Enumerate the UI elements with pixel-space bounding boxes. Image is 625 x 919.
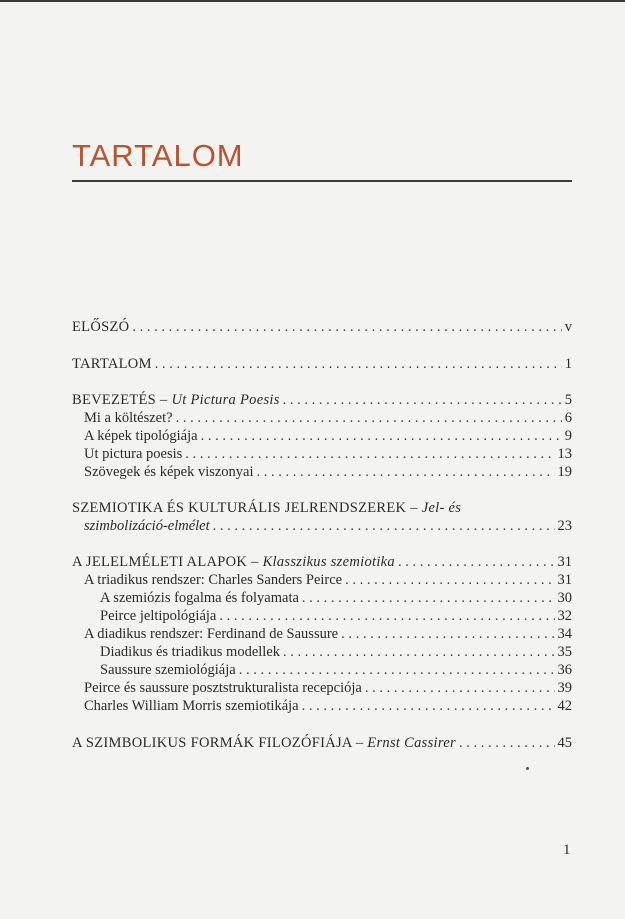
toc-entry-modellek[interactable]: [100, 642, 572, 662]
toc-title: Ut pictura poesis: [84, 446, 183, 462]
toc-title-main: BEVEZETÉS –: [72, 392, 172, 408]
toc-title: A triadikus rendszer: Charles Sanders Peirce: [84, 572, 343, 588]
toc-page: v: [564, 319, 572, 335]
toc-page: 19: [557, 464, 572, 480]
toc-title-subtitle: Klasszikus szemiotika: [262, 554, 395, 570]
dot-leader: [398, 552, 555, 572]
toc-title: [72, 552, 395, 572]
toc-entry-szimbolikus-formak[interactable]: [72, 733, 572, 753]
ink-speck: [526, 767, 529, 770]
toc-page: 13: [557, 446, 572, 462]
dot-leader: [257, 462, 555, 482]
dot-leader: [341, 624, 554, 644]
toc-entry-szemiotika[interactable]: [72, 498, 572, 518]
toc-entry-tartalom[interactable]: [72, 354, 572, 374]
toc-page: 36: [557, 662, 572, 678]
toc-title: Szövegek és képek viszonyai: [84, 464, 254, 480]
dot-leader: [283, 390, 562, 410]
toc-entry-szemiozis[interactable]: [100, 588, 572, 608]
dot-leader: [219, 606, 554, 626]
dot-leader: [345, 570, 554, 590]
dot-leader: [213, 516, 555, 536]
toc-title: Peirce és saussure posztstrukturalista recepciója: [84, 680, 362, 696]
toc-title: Diadikus és triadikus modellek: [100, 644, 281, 660]
toc-title: [72, 390, 280, 410]
dot-leader: [302, 588, 555, 608]
dot-leader: [176, 408, 562, 428]
toc-entry-saussure-szemiologiaja[interactable]: [100, 660, 572, 680]
toc-page: 39: [557, 680, 572, 696]
toc-entry-eloszo[interactable]: [72, 317, 572, 337]
toc-page: 23: [557, 518, 572, 534]
dot-leader: [132, 317, 561, 337]
title-underline: [72, 180, 572, 182]
dot-leader: [283, 642, 554, 662]
toc-entry-triadikus-rendszer[interactable]: [84, 570, 572, 590]
toc-page: 35: [557, 644, 572, 660]
toc-title: A diadikus rendszer: Ferdinand de Saussure: [84, 626, 339, 642]
toc-page: 9: [564, 428, 572, 444]
page-title: TARTALOM: [72, 138, 244, 173]
dot-leader: [239, 660, 555, 680]
toc-title: Charles William Morris szemiotikája: [84, 698, 299, 714]
toc-entry-bevezetes[interactable]: [72, 390, 572, 410]
toc-title: [72, 498, 461, 518]
toc-title-subtitle: szimbolizáció-elmélet: [84, 518, 210, 534]
toc-title-subtitle: Ut Pictura Poesis: [171, 392, 280, 408]
toc-page: 34: [557, 626, 572, 642]
toc-entry-kepek-tipologiaja[interactable]: [84, 426, 572, 446]
toc-title: [84, 516, 210, 536]
toc-entry-morris[interactable]: [84, 696, 572, 716]
toc-title-main: SZEMIOTIKA ÉS KULTURÁLIS JELRENDSZEREK –: [72, 500, 422, 516]
toc-title: TARTALOM: [72, 356, 152, 372]
page-number: 1: [563, 842, 571, 858]
toc-entry-jelelmeleti-alapok[interactable]: [72, 552, 572, 572]
toc-title: [72, 733, 456, 753]
toc-title-subtitle: Jel- és: [421, 500, 462, 516]
toc-page: 45: [557, 735, 572, 751]
dot-leader: [201, 426, 562, 446]
toc-entry-szovegek-kepek[interactable]: [84, 462, 572, 482]
top-border-line: [0, 0, 625, 2]
toc-page: 42: [557, 698, 572, 714]
toc-page: 31: [557, 554, 572, 570]
toc-title-subtitle: Ernst Cassirer: [367, 735, 456, 751]
toc-entry-ut-pictura-poesis[interactable]: [84, 444, 572, 464]
toc-page: 32: [557, 608, 572, 624]
dot-leader: [185, 444, 554, 464]
dot-leader: [155, 354, 562, 374]
toc-title-main: A SZIMBOLIKUS FORMÁK FILOZÓFIÁJA –: [72, 735, 368, 751]
toc-title: Saussure szemiológiája: [100, 662, 236, 678]
toc-title: ELŐSZÓ: [72, 319, 130, 335]
toc-entry-mi-a-kolteszet[interactable]: [84, 408, 572, 428]
toc-title: Mi a költészet?: [84, 410, 173, 426]
dot-leader: [302, 696, 555, 716]
toc-title-main: A JELELMÉLETI ALAPOK –: [72, 554, 263, 570]
dot-leader: [365, 678, 555, 698]
toc-entry-diadikus-rendszer[interactable]: [84, 624, 572, 644]
toc-title: A szemiózis fogalma és folyamata: [100, 590, 299, 606]
toc-page: 30: [557, 590, 572, 606]
toc-page: 31: [557, 572, 572, 588]
toc-title: Peirce jeltipológiája: [100, 608, 217, 624]
toc-page: 1: [564, 356, 572, 372]
toc-page: 5: [564, 392, 572, 408]
toc-page: 6: [564, 410, 572, 426]
dot-leader: [459, 733, 555, 753]
toc-entry-posztstrukturalista[interactable]: [84, 678, 572, 698]
toc-title: A képek tipológiája: [84, 428, 198, 444]
toc-entry-szimbolizacio[interactable]: [84, 516, 572, 536]
toc-entry-peirce-jeltipologiaja[interactable]: [100, 606, 572, 626]
